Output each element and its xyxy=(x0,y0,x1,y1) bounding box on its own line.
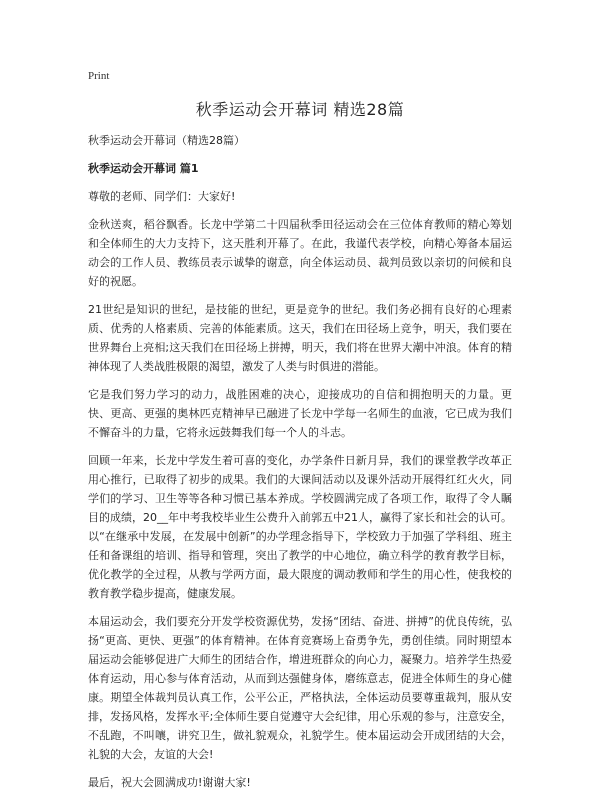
section-heading: 秋季运动会开幕词 篇1 xyxy=(88,162,199,175)
paragraph-expectation: 本届运动会，我们要充分开发学校资源优势，发扬“团结、奋进、拼搏”的优良传统，弘扬“更高、更快、更强”的体育精神。在体育竞赛场上奋勇争先，勇创佳绩。同时期望本届运动会能够促进广大师生的团结合作，增进班群众的向心力，凝聚力。培养学生热爱体育运动，用心参与体育活动，从而到达强健身体，磨练意志，促进全体师生的身心健康。期望全体裁判员认真工作，公平公正，严格执法，全体运动员要尊重裁判，服从安排，发扬风格，发挥水平;全体师生要自觉遵守大会纪律，用心乐观的参与，注意安全，不乱跑，不叫嚷，讲究卫生，做礼貌观众，礼貌学生。使本届运动会开成团结的大会，礼貌的大会，友谊的大会! xyxy=(88,615,513,761)
paragraph-opening: 金秋送爽，稻谷飘香。长龙中学第二十四届秋季田径运动会在三位体育教师的精心筹划和全体师生的大力支持下，这天胜利开幕了。在此，我谨代表学校，向精心筹备本届运动会的工作人员、教练员表示诚挚的谢意，向全体运动员、裁判员致以亲切的问候和良好的祝愿。 xyxy=(88,218,512,288)
paragraph-motivation: 它是我们努力学习的动力，战胜困难的决心，迎接成功的自信和拥抱明天的力量。更快、更高、更强的奥林匹克精神早已融进了长龙中学每一名师生的血液，它已成为我们不懈奋斗的力量，它将永远鼓舞我们每一个人的斗志。 xyxy=(88,388,512,439)
page-title: 秋季运动会开幕词 精选28篇 xyxy=(195,100,405,119)
paragraph-greeting: 尊敬的老师、同学们：大家好! xyxy=(88,190,236,203)
paragraph-closing: 最后，祝大会圆满成功!谢谢大家! xyxy=(88,776,251,789)
document-body xyxy=(88,131,512,801)
document-subtitle: 秋季运动会开幕词（精选28篇） xyxy=(88,134,245,147)
paragraph-review: 回顾一年来，长龙中学发生着可喜的变化，办学条件日新月异，我们的课堂教学改革正用心推行，已取得了初步的成果。我们的大课间活动以及课外活动开展得红红火火，同学们的学习、卫生等等各种习惯已基本养成。学校圆满完成了各项工作，取得了令人瞩目的成绩，20__年中考我校毕业生公费升入前郭五中21人，赢得了家长和社会的认可。以“在继承中发展，在发展中创新”的办学理念指导下，学校致力于加强了学科组、班主任和备课组的培训、指导和管理，突出了教学的中心地位，确立科学的教育教学目标，优化教学的全过程，从教与学两方面，最大限度的调动教师和学生的用心性，使我校的教育教学稳步提高，健康发展。 xyxy=(88,454,512,600)
print-label: Print xyxy=(88,70,110,82)
paragraph-century: 21世纪是知识的世纪，是技能的世纪，更是竞争的世纪。我们务必拥有良好的心理素质、优秀的人格素质、完善的体能素质。这天，我们在田径场上竞争，明天，我们要在世界舞台上亮相;这天我们在田径场上拼搏，明天，我们将在世界大潮中冲浪。体育的精神体现了人类战胜极限的渴望，激发了人类与时俱进的潜能。 xyxy=(88,303,513,373)
